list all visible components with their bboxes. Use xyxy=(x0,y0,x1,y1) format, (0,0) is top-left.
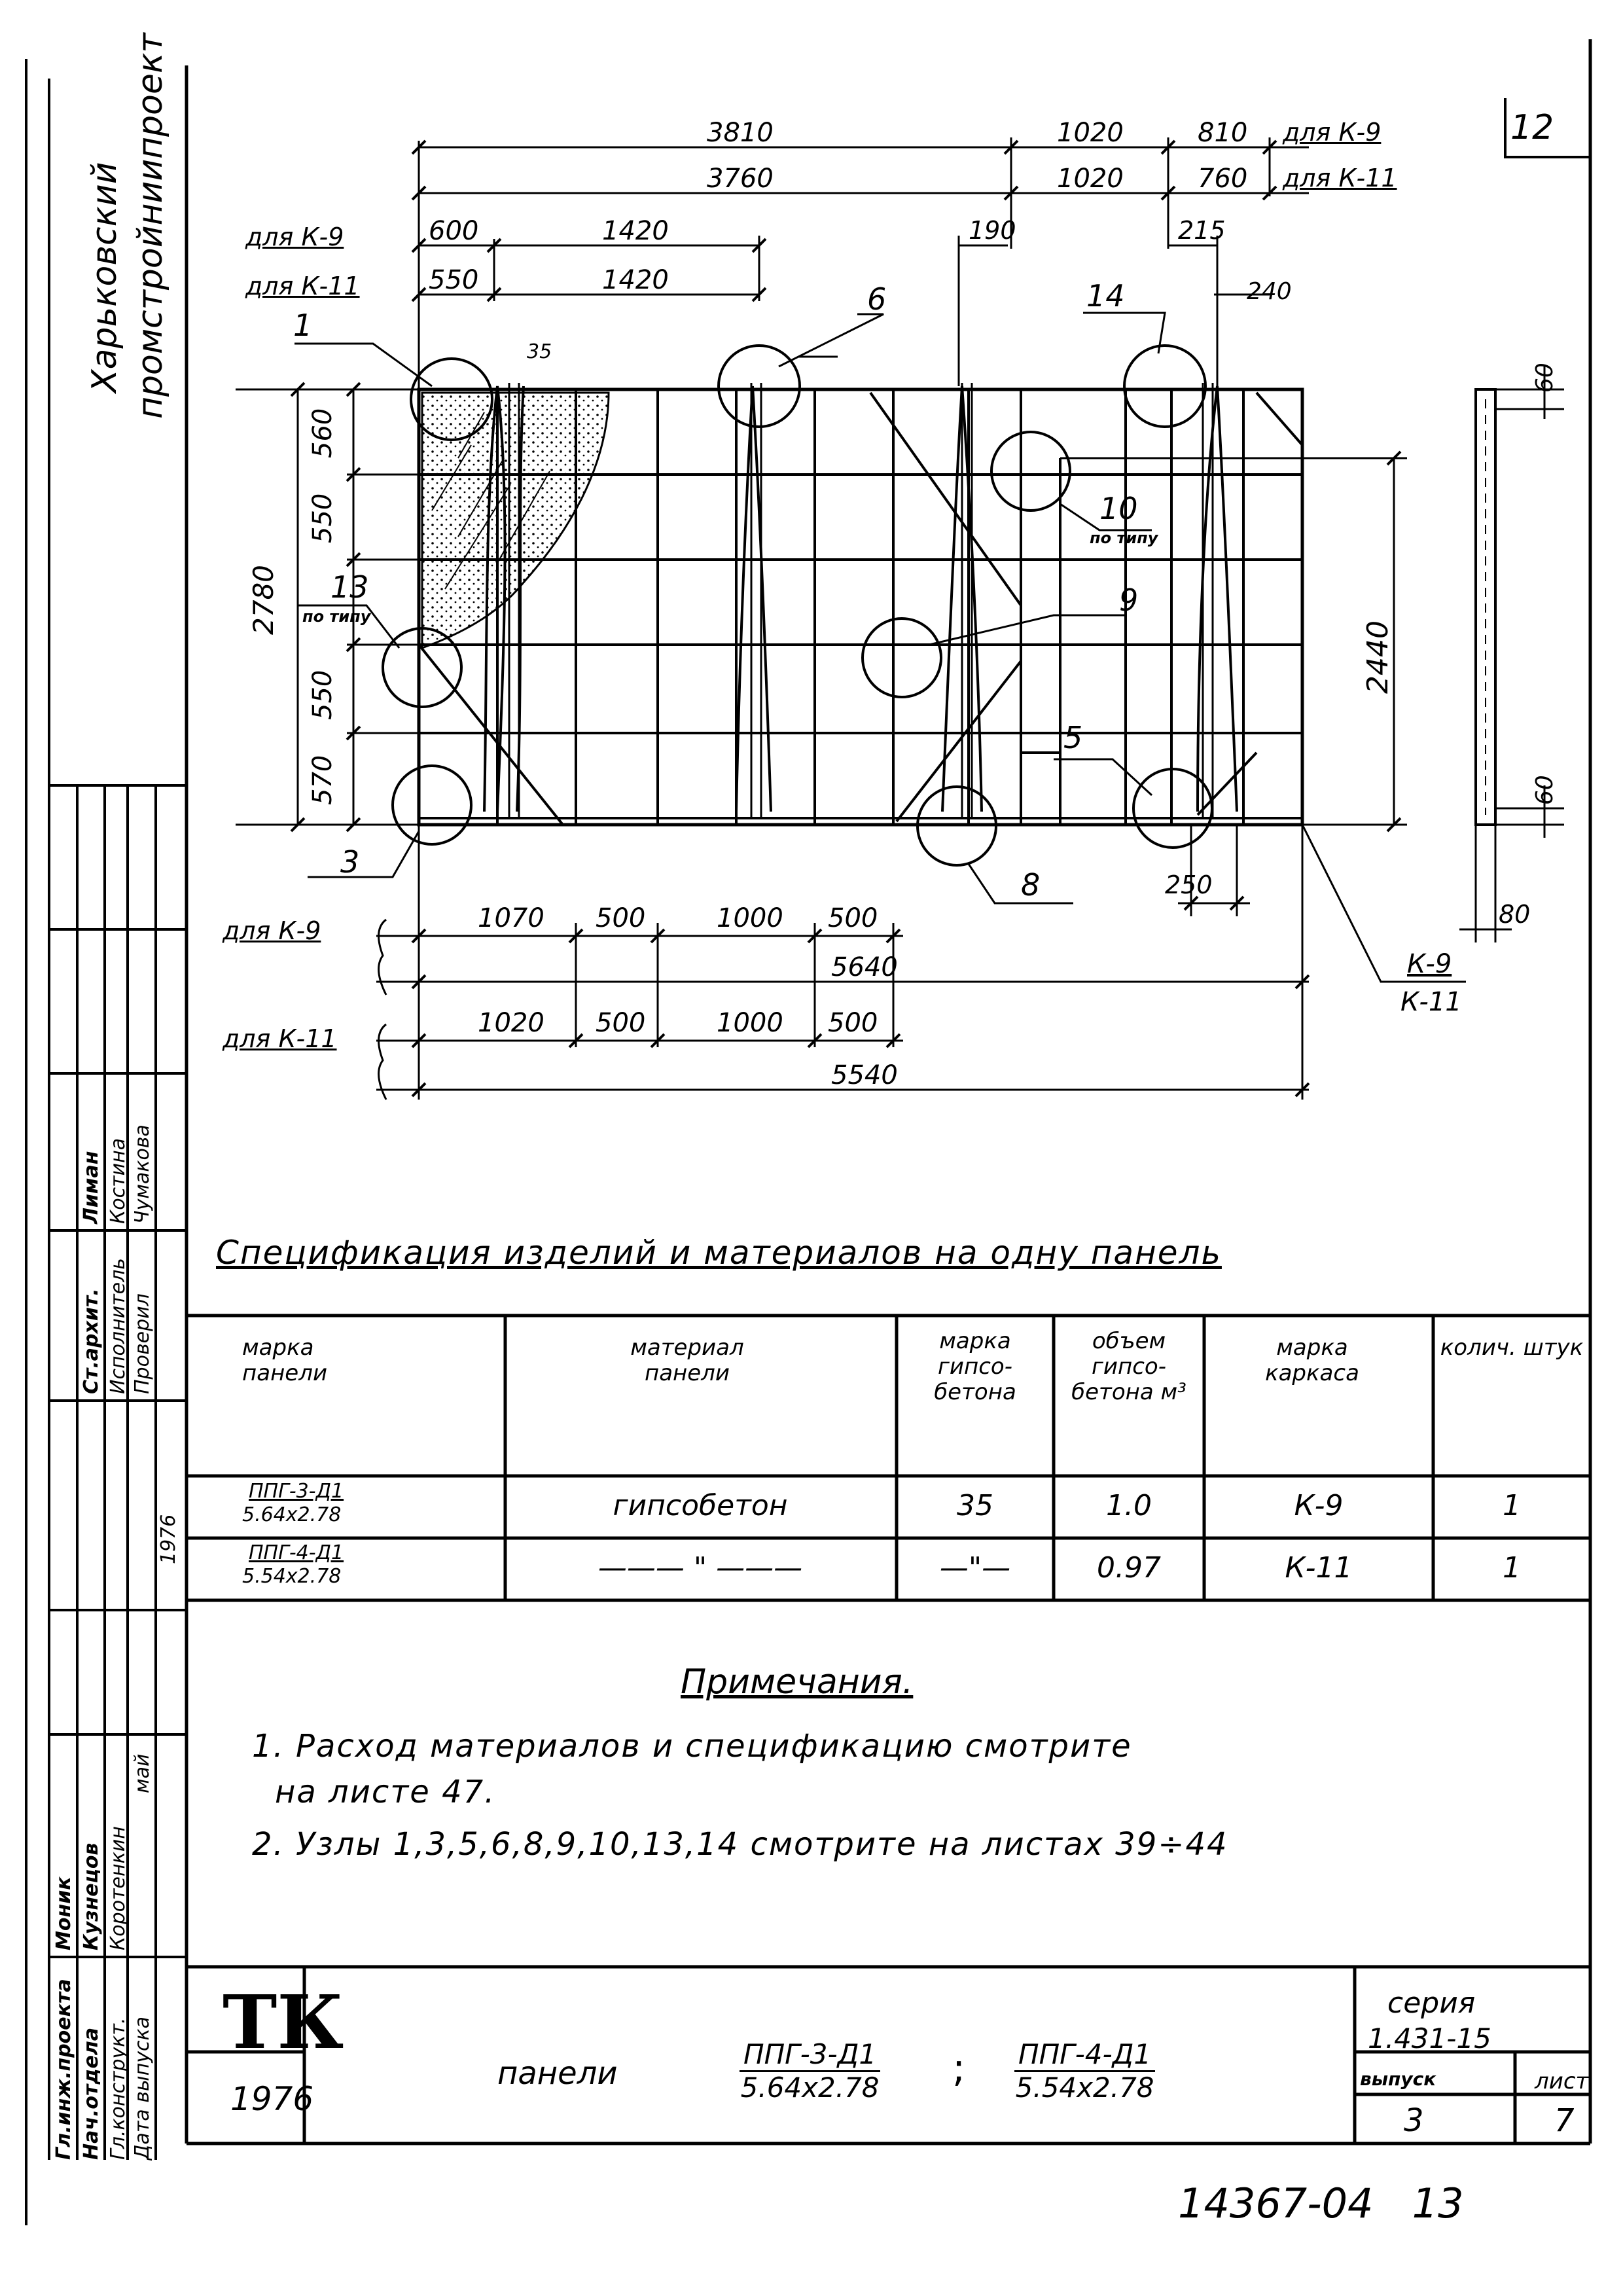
sheet-label: лист xyxy=(1535,2068,1589,2094)
dim-500-c: 500 xyxy=(596,1008,646,1038)
callout-5: 5 xyxy=(1063,720,1083,755)
title-year: 1976 xyxy=(230,2080,314,2118)
dim-240: 240 xyxy=(1247,278,1292,305)
frame-label-k9: К-9 xyxy=(1407,949,1452,979)
dim-1020-k9: 1020 xyxy=(1057,118,1124,148)
dim-550-b: 550 xyxy=(308,670,338,720)
dim-1420-k9: 1420 xyxy=(602,216,669,246)
spec-row2-mark-bottom: 5.54х2.78 xyxy=(242,1565,342,1588)
stamp-role-checked: Проверил xyxy=(131,1293,154,1394)
dim-215: 215 xyxy=(1178,216,1226,245)
spec-header-grade: марка гипсо-бетона xyxy=(934,1328,1016,1406)
stamp-name-4: май xyxy=(131,1753,154,1793)
callout-8: 8 xyxy=(1021,867,1041,903)
spec-header-material: материал панели xyxy=(630,1335,744,1387)
dim-3760: 3760 xyxy=(707,164,774,194)
dim-550: 550 xyxy=(429,265,479,295)
title-separator: ; xyxy=(952,2045,966,2091)
dim-500-a: 500 xyxy=(596,903,646,933)
spec-row1-mark-bottom: 5.64х2.78 xyxy=(242,1503,342,1526)
side-view xyxy=(1459,367,1564,942)
callout-9: 9 xyxy=(1119,583,1139,618)
dim-1420-k11: 1420 xyxy=(602,265,669,295)
notes-title: Примечания. xyxy=(681,1662,914,1702)
dim-250: 250 xyxy=(1165,870,1213,899)
stamp-org-line1: Харьковский xyxy=(85,162,124,393)
title-panel-2-top: ППГ-4-Д1 xyxy=(1014,2039,1155,2072)
stamp-role-chief-designer: Гл.конструкт. xyxy=(107,2017,130,2160)
dim-5640: 5640 xyxy=(831,952,898,982)
label-for-k9-left: для К-9 xyxy=(245,223,344,251)
callout-3: 3 xyxy=(340,844,360,880)
callout-14: 14 xyxy=(1086,278,1125,314)
stamp-name-1: Моник xyxy=(52,1876,75,1950)
gypsum-fill xyxy=(422,393,609,648)
callout-10: 10 xyxy=(1099,491,1138,526)
callout-1: 1 xyxy=(293,308,313,343)
dim-1070: 1070 xyxy=(478,903,544,933)
dim-35: 35 xyxy=(527,340,552,363)
spec-row1-frame: К-9 xyxy=(1294,1489,1344,1522)
dim-560: 560 xyxy=(308,408,338,458)
dim-2780: 2780 xyxy=(247,565,279,635)
dim-600: 600 xyxy=(429,216,479,246)
spec-row2-volume: 0.97 xyxy=(1097,1551,1161,1585)
tk-logo: ТК xyxy=(223,1980,344,2066)
dim-550-a: 550 xyxy=(308,493,338,543)
spec-row2-frame: К-11 xyxy=(1285,1551,1353,1585)
sheet-value: 7 xyxy=(1554,2102,1575,2139)
stamp-role-dept-head: Нач.отдела xyxy=(80,2027,103,2160)
dim-3810: 3810 xyxy=(707,118,774,148)
side-dim-60-top: 60 xyxy=(1531,363,1558,393)
label-for-k11-top: для К-11 xyxy=(1283,164,1397,192)
title-panel-1-top: ППГ-3-Д1 xyxy=(740,2039,880,2072)
title-panel-1-bottom: 5.64х2.78 xyxy=(740,2072,880,2104)
archive-number: 14367-04 13 xyxy=(1178,2179,1464,2227)
title-prefix: панели xyxy=(497,2055,618,2092)
spec-row2-grade: —"— xyxy=(939,1551,1011,1585)
dim-190: 190 xyxy=(969,216,1016,245)
frame-label-k11: К-11 xyxy=(1400,987,1462,1017)
callout-6: 6 xyxy=(867,281,887,317)
stamp-year: 1976 xyxy=(157,1514,180,1564)
spec-row1-volume: 1.0 xyxy=(1106,1489,1152,1522)
series-value: 1.431-15 xyxy=(1368,2022,1491,2054)
side-dim-80: 80 xyxy=(1499,900,1531,929)
note-1: 1. Расход материалов и спецификацию смотрите xyxy=(252,1728,1132,1765)
dim-1020-k11: 1020 xyxy=(1057,164,1124,194)
title-panel-2-bottom: 5.54х2.78 xyxy=(1015,2072,1154,2104)
title-panel-1 xyxy=(740,2039,880,2104)
spec-header-qty: колич. штук xyxy=(1440,1335,1584,1361)
label-for-k9-bottom: для К-9 xyxy=(223,916,321,945)
dim-1020-b: 1020 xyxy=(478,1008,544,1038)
dim-810: 810 xyxy=(1198,118,1248,148)
title-block-lines xyxy=(187,1967,1590,2144)
dim-500-d: 500 xyxy=(828,1008,878,1038)
side-dim-60-bottom: 60 xyxy=(1531,775,1558,805)
label-for-k11-bottom: для К-11 xyxy=(223,1024,337,1053)
stamp-name-3: Коротенкин xyxy=(107,1826,130,1950)
stamp-name2-1: Лиман xyxy=(80,1151,103,1224)
spec-header-frame: марка каркаса xyxy=(1265,1335,1359,1387)
title-panel-2 xyxy=(1014,2039,1155,2104)
spec-row1-qty: 1 xyxy=(1503,1489,1521,1522)
spec-header-volume: объем гипсо-бетона м³ xyxy=(1071,1328,1186,1406)
callout-10-note: по типу xyxy=(1090,529,1158,547)
spec-title: Спецификация изделий и материалов на одну панель xyxy=(216,1234,1222,1272)
label-for-k9-top: для К-9 xyxy=(1283,118,1382,147)
note-2: 2. Узлы 1,3,5,6,8,9,10,13,14 смотрите на листах 39÷44 xyxy=(252,1826,1228,1863)
top-dimensions xyxy=(419,137,1309,393)
stamp-role-executor: Исполнитель xyxy=(107,1258,130,1394)
dim-760: 760 xyxy=(1198,164,1248,194)
series-label: серия xyxy=(1387,1986,1476,2020)
spec-row1-mark-top: ППГ-3-Д1 xyxy=(249,1480,344,1503)
stamp-role-chief-engineer: Гл.инж.проекта xyxy=(52,1979,75,2160)
dim-1000-b: 1000 xyxy=(717,1008,783,1038)
issue-label: выпуск xyxy=(1360,2068,1436,2090)
top-dimension-ticks xyxy=(412,141,1276,301)
note-1-cont: на листе 47. xyxy=(275,1774,496,1810)
callout-13: 13 xyxy=(330,569,369,605)
dim-2440: 2440 xyxy=(1361,620,1395,694)
stamp-role-architect: Ст.архит. xyxy=(80,1288,103,1394)
spec-row1-material: гипсобетон xyxy=(613,1489,788,1522)
spec-header-mark: марка панели xyxy=(242,1335,328,1387)
sheet-number: 12 xyxy=(1510,108,1554,147)
dim-500-b: 500 xyxy=(828,903,878,933)
issue-value: 3 xyxy=(1404,2102,1424,2139)
dim-1000-a: 1000 xyxy=(717,903,783,933)
stamp-name2-2: Костина xyxy=(107,1138,130,1224)
stamp-org-line2: промстройниипроект xyxy=(131,33,170,419)
callout-13-note: по типу xyxy=(302,607,371,626)
spec-row2-material: ——— " ——— xyxy=(597,1551,803,1585)
dim-570: 570 xyxy=(308,755,338,805)
dim-5540: 5540 xyxy=(831,1060,898,1090)
spec-row2-mark-top: ППГ-4-Д1 xyxy=(249,1541,344,1564)
label-for-k11-left: для К-11 xyxy=(245,272,360,300)
stamp-role-issue-date: Дата выпуска xyxy=(131,2017,154,2160)
stamp-name-2: Кузнецов xyxy=(80,1842,103,1950)
spec-row2-qty: 1 xyxy=(1503,1551,1521,1585)
spec-row1-grade: 35 xyxy=(957,1489,993,1522)
stamp-name2-3: Чумакова xyxy=(131,1124,154,1224)
